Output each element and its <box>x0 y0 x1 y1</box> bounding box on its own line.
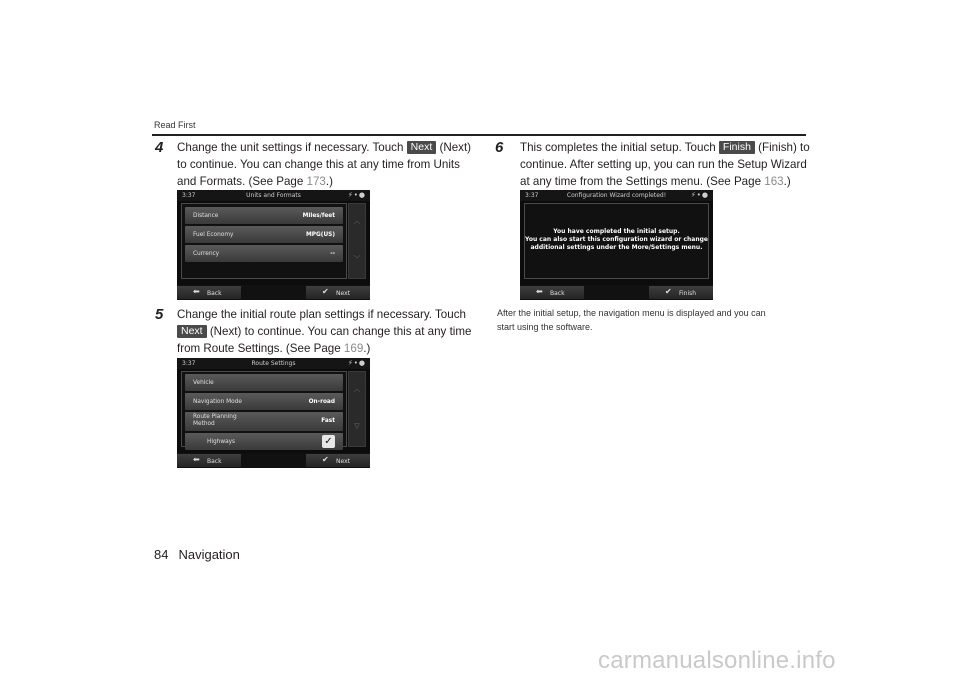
next-inline-button-label: Next <box>177 325 207 338</box>
step-5-text: Change the initial route plan settings if necessary. Touch Next (Next) to continue. You can change this at any time from Route Settings. (See Page 169.) <box>177 308 472 355</box>
watermark: carmanualsonline.info <box>598 647 836 674</box>
bottom-bar <box>520 285 713 300</box>
list-item: Route Planning Method Fast <box>185 412 343 431</box>
settings-list <box>181 203 347 279</box>
arrow-left-icon: ⬅ <box>193 455 200 464</box>
running-header: Read First <box>154 120 196 130</box>
page-reference-link[interactable]: 173 <box>306 175 326 188</box>
back-button: ⬅ Back <box>177 454 241 467</box>
settings-list <box>181 371 347 447</box>
list-item: Currency -- <box>185 245 343 262</box>
status-bar: 3:37 Configuration Wizard completed! ⚡•● <box>520 190 713 201</box>
finish-inline-button-label: Finish <box>719 141 755 154</box>
list-item: Vehicle <box>185 374 343 391</box>
page-reference-link[interactable]: 169 <box>343 342 364 355</box>
completion-message: You have completed the initial setup. You can also start this configuration wizard or change additional settings under the More/Settings menu. <box>525 228 708 251</box>
next-button: ✔ Next <box>306 454 370 467</box>
finish-button: ✔ Finish <box>649 286 713 299</box>
chevron-up-icon: ︿ <box>353 217 361 225</box>
chevron-up-icon: ︿ <box>353 385 361 393</box>
arrow-left-icon: ⬅ <box>193 287 200 296</box>
route-settings-screenshot <box>177 358 370 468</box>
checkmark-icon: ✔ <box>665 287 672 296</box>
list-item: Highways ✓ <box>185 433 343 450</box>
message-panel <box>524 203 709 279</box>
next-inline-button-label: Next <box>407 141 437 154</box>
list-item: Navigation Mode On-road <box>185 393 343 410</box>
scrollbar <box>348 371 366 447</box>
list-item: Fuel Economy MPG(US) <box>185 226 343 243</box>
status-bar: 3:37 Route Settings ⚡•● <box>177 358 370 369</box>
status-icons: ⚡•● <box>347 359 366 367</box>
bottom-bar <box>177 285 370 300</box>
header-rule <box>152 134 806 136</box>
arrow-left-icon: ⬅ <box>536 287 543 296</box>
units-and-formats-screenshot <box>177 190 370 300</box>
chevron-down-icon: ▽ <box>354 422 360 430</box>
next-button: ✔ Next <box>306 286 370 299</box>
step-number-4: 4 <box>155 139 164 156</box>
status-bar: 3:37 Units and Formats ⚡•● <box>177 190 370 201</box>
step-number-5: 5 <box>155 306 164 323</box>
step-4-text: Change the unit settings if necessary. Touch Next (Next) to continue. You can change this at any time from Units and Formats. (See Page 173.) <box>177 141 472 188</box>
page-reference-link[interactable]: 163 <box>764 175 784 188</box>
checkmark-icon: ✔ <box>322 287 329 296</box>
page-number: 84 <box>154 547 169 562</box>
step-number-6: 6 <box>495 139 504 156</box>
status-icons: ⚡•● <box>690 191 709 199</box>
configuration-wizard-screenshot <box>520 190 713 300</box>
list-item: Distance Miles/feet <box>185 207 343 224</box>
checkbox-checked-icon: ✓ <box>322 435 335 448</box>
back-button: ⬅ Back <box>177 286 241 299</box>
status-icons: ⚡•● <box>347 191 366 199</box>
page-footer <box>154 547 240 562</box>
after-setup-paragraph: After the initial setup, the navigation menu is displayed and you can start using the software. <box>497 308 766 332</box>
step-6-text: This completes the initial setup. Touch Finish (Finish) to continue. After setting up, you can run the Setup Wizard at any time from the Settings menu. (See Page 163.) <box>520 141 810 188</box>
bottom-bar <box>177 453 370 468</box>
scrollbar <box>348 203 366 279</box>
checkmark-icon: ✔ <box>322 455 329 464</box>
chevron-down-icon: ﹀ <box>353 255 361 263</box>
footer-section: Navigation <box>178 547 240 562</box>
back-button: ⬅ Back <box>520 286 584 299</box>
